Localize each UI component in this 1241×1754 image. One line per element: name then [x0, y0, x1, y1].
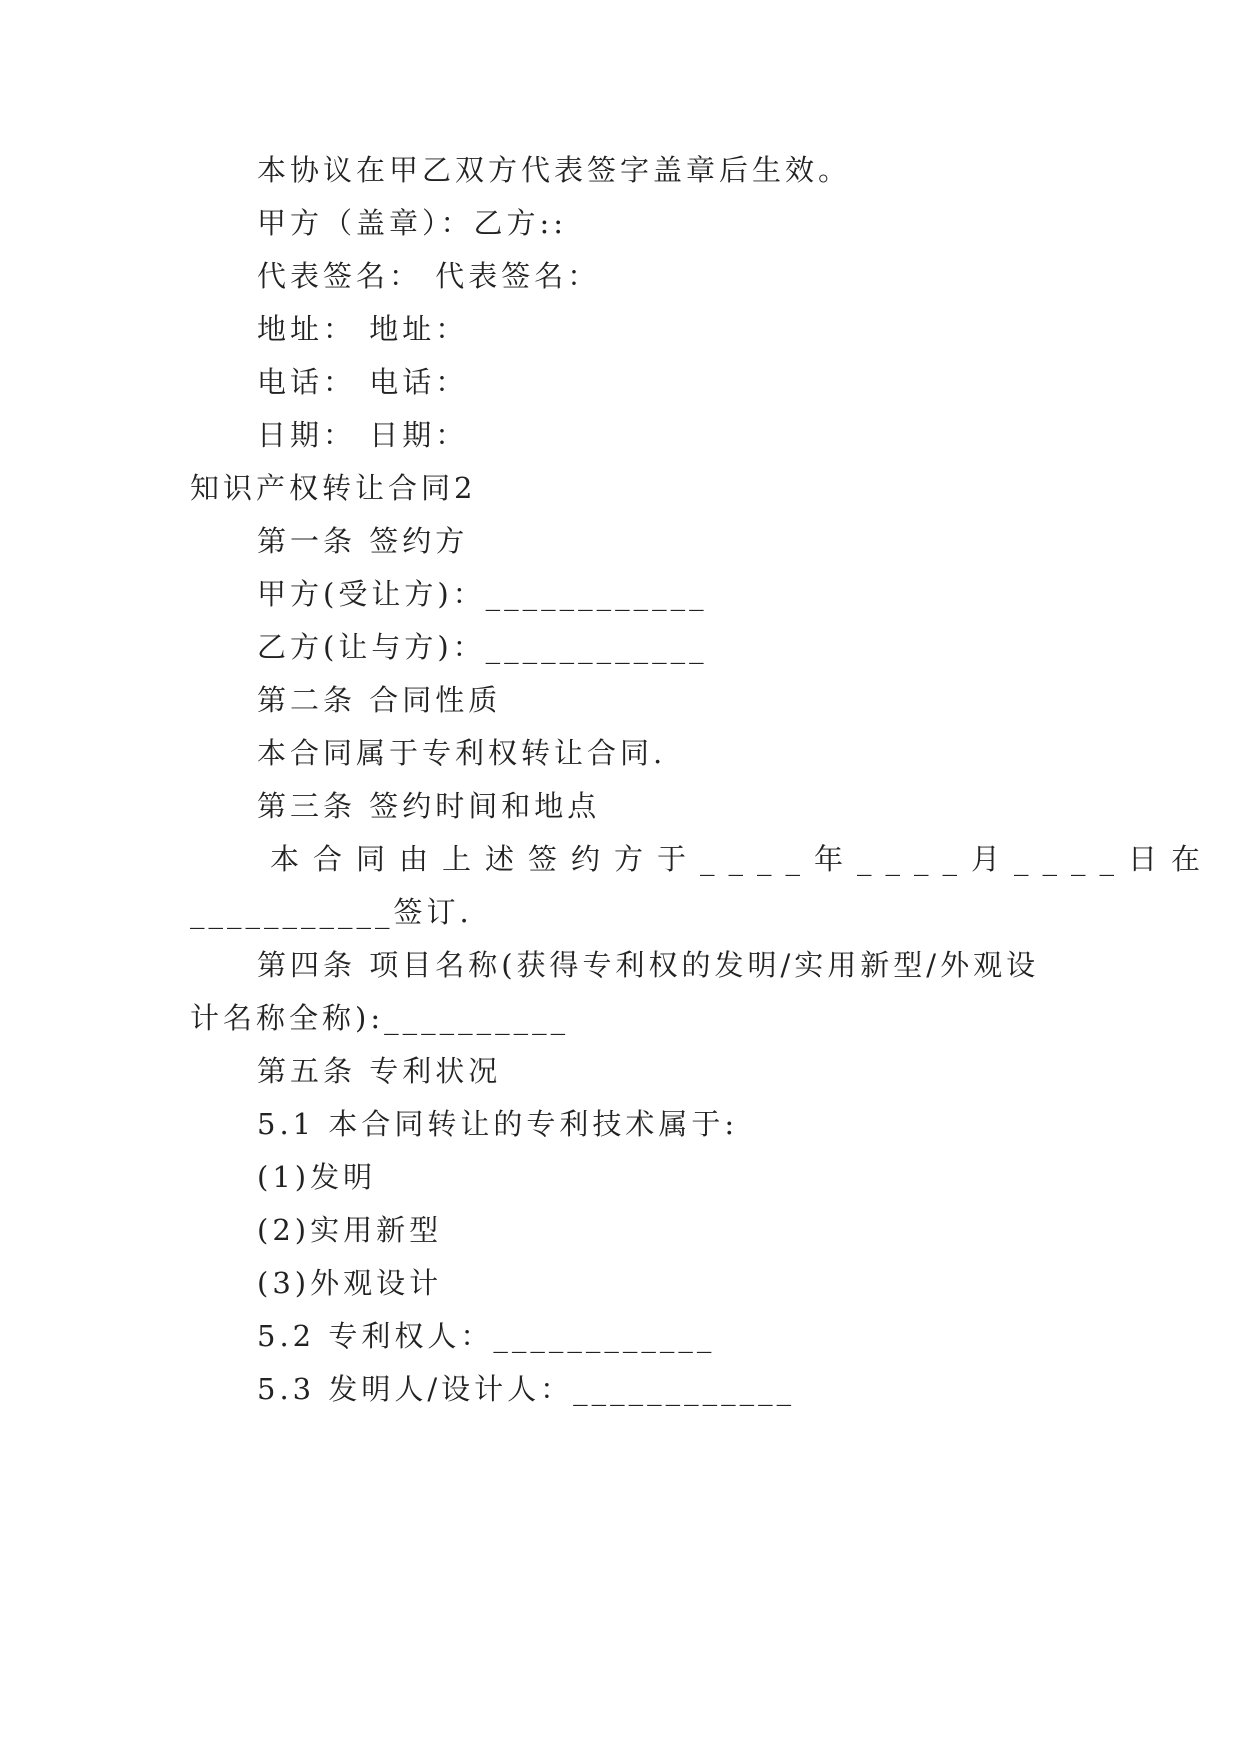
- signing-place-text: ___________签订.: [190, 895, 473, 929]
- address-line: 地址： 地址：: [257, 312, 469, 346]
- clause-5-2: 5.2 专利权人：____________: [257, 1319, 716, 1353]
- party-seal-line: 甲方（盖章）：乙方::: [257, 206, 568, 240]
- document-title: 知识产权转让合同2: [190, 471, 477, 505]
- article-4-heading: 第四条 项目名称(获得专利权的发明/实用新型/外观设: [257, 948, 1040, 982]
- signing-time-text: 本合同由上述签约方于____年____月____日在: [270, 842, 1215, 876]
- contract-nature-text: 本合同属于专利权转让合同.: [257, 736, 667, 770]
- representative-sign-line: 代表签名： 代表签名：: [257, 259, 601, 293]
- option-utility-model: (2)实用新型: [257, 1213, 443, 1247]
- effect-clause: 本协议在甲乙双方代表签字盖章后生效。: [257, 153, 852, 187]
- clause-5-3: 5.3 发明人/设计人：____________: [257, 1372, 796, 1406]
- party-b-line: 乙方(让与方)：____________: [257, 630, 708, 664]
- date-line: 日期： 日期：: [257, 418, 469, 452]
- article-2-heading: 第二条 合同性质: [257, 683, 502, 717]
- option-invention: (1)发明: [257, 1160, 377, 1194]
- phone-line: 电话： 电话：: [257, 365, 469, 399]
- article-3-heading: 第三条 签约时间和地点: [257, 789, 601, 823]
- party-a-line: 甲方(受让方)：____________: [257, 577, 708, 611]
- project-name-text: 计名称全称):__________: [190, 1001, 570, 1035]
- option-design: (3)外观设计: [257, 1266, 443, 1300]
- clause-5-1: 5.1 本合同转让的专利技术属于:: [257, 1107, 739, 1141]
- article-5-heading: 第五条 专利状况: [257, 1054, 502, 1088]
- article-1-heading: 第一条 签约方: [257, 524, 469, 558]
